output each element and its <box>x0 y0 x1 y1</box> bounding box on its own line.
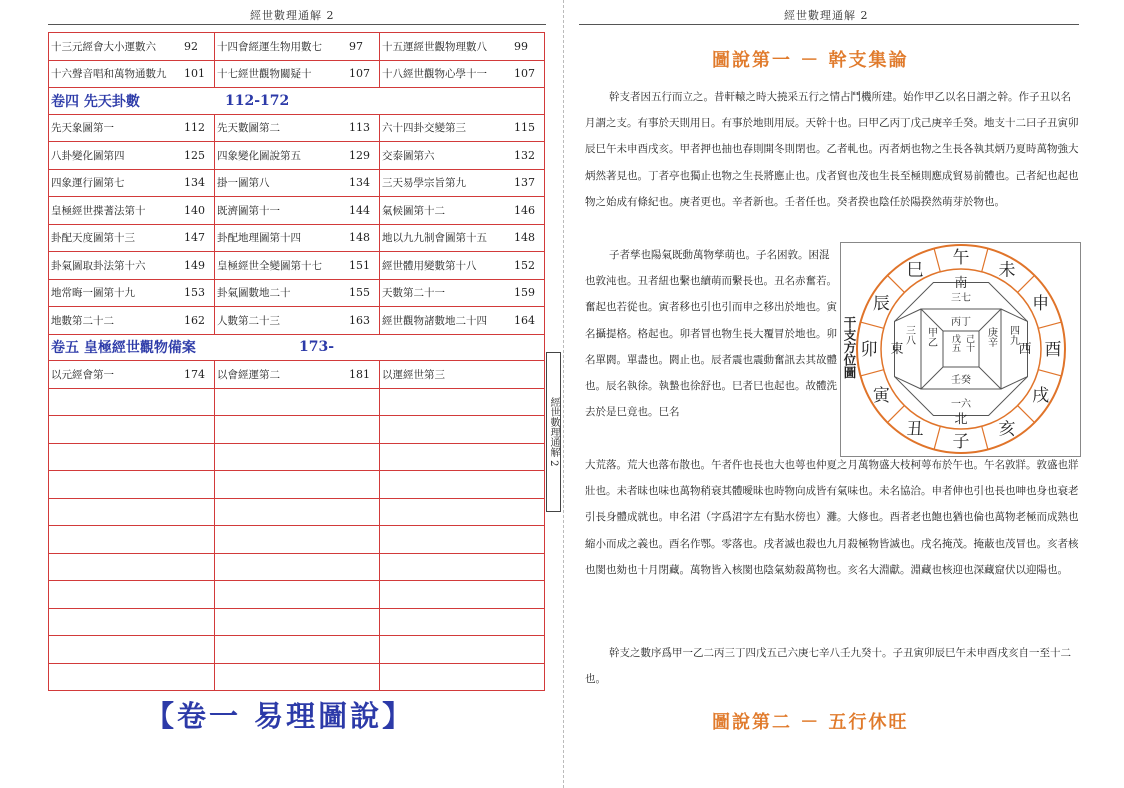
toc-empty-row <box>48 664 545 692</box>
center-text: 戊五 <box>950 334 960 352</box>
ring-separator <box>1038 370 1061 376</box>
toc-entry[interactable] <box>48 197 214 224</box>
inner-west-text: 庚辛 <box>985 327 997 347</box>
ring-separator <box>887 406 904 423</box>
toc-entry[interactable] <box>214 361 379 388</box>
toc-entry-title: 地常晦一圖第十九 <box>51 287 135 300</box>
toc-empty-cell <box>214 389 379 416</box>
toc-entry[interactable] <box>379 307 545 334</box>
branch-label: 丑 <box>906 419 924 440</box>
toc-entry-page: 107 <box>514 67 535 81</box>
toc-empty-cell <box>48 471 214 498</box>
toc-entry-page: 152 <box>514 258 535 272</box>
ganzhi-diagram <box>840 242 1081 457</box>
toc-entry[interactable] <box>379 61 545 88</box>
toc-entry-title: 八卦變化圖第四 <box>51 149 125 162</box>
toc-entry-title: 十七經世觀物關疑十 <box>217 68 312 81</box>
toc-empty-cell <box>214 471 379 498</box>
toc-top-rows <box>48 32 545 88</box>
toc-entry-title: 卦氣圖數地二十 <box>217 287 291 300</box>
toc-entry-page: 146 <box>514 203 535 217</box>
branch-label: 戌 <box>1032 386 1050 406</box>
diagonal-line <box>894 309 921 321</box>
toc-entry-page: 140 <box>184 203 205 217</box>
toc-entry[interactable] <box>379 115 545 142</box>
branch-label: 亥 <box>998 419 1016 440</box>
toc-empty-cell <box>214 444 379 471</box>
ring-separator <box>861 370 884 376</box>
page-divider <box>563 0 564 788</box>
toc-empty-cell <box>48 526 214 553</box>
ring-separator <box>934 426 940 449</box>
toc-entry-page: 132 <box>514 148 535 162</box>
toc-empty-cell <box>48 444 214 471</box>
toc-empty-cell <box>214 609 379 636</box>
toc-entry-title: 卦氣圖取卦法第十六 <box>51 259 146 272</box>
toc-entry-page: 137 <box>514 176 535 190</box>
toc-entry[interactable] <box>214 61 379 88</box>
toc-empty-row <box>48 471 545 499</box>
paragraph-1: 幹支者因五行而立之。昔軒轅之時大撓采五行之情占鬥機所建。始作甲乙以名日謂之幹。作子丑以名月謂之支。有事於天則用日。有事於地則用辰。天幹十也。曰甲乙丙丁戊己庚辛壬癸。地支十二曰子丑寅卯辰巳午未申酉戌亥。甲者押也抽也春則開冬則閉也。乙者軋也。丙者炳也物之生長各執其炳乃夏時萬物強大炳然著見也。丁者亭也獨止也物之生長將應止也。戊者貿也茂也生長至極則應成貿易前體也。己者紀也起也物之始成有條紀也。庚者更也。辛者新也。壬者任也。癸者揆也陰任於陽揆然萌芽於物也。 <box>585 91 1079 208</box>
diagonal-line <box>894 377 921 389</box>
toc-entry[interactable] <box>48 225 214 252</box>
toc-entry[interactable] <box>214 170 379 197</box>
toc-empty-row <box>48 499 545 527</box>
toc-empty-cell <box>379 444 545 471</box>
toc-entry-page: 174 <box>184 367 205 381</box>
toc-empty-cell <box>48 554 214 581</box>
toc-entry-page: 163 <box>349 313 370 327</box>
head-rule-right <box>579 24 1079 25</box>
toc-empty-cell <box>214 554 379 581</box>
side-tab: 經世數理通解 2 <box>546 352 561 512</box>
toc-entry-page: 112 <box>184 121 205 135</box>
diagonal-line <box>1001 377 1028 389</box>
toc-empty-cell <box>379 581 545 608</box>
branch-label: 寅 <box>872 386 890 406</box>
toc-entry-title: 三天易學宗旨第九 <box>382 177 466 190</box>
toc-entry-page: 148 <box>349 231 370 245</box>
toc-entry-title: 以會經運第二 <box>217 368 280 381</box>
toc-entry[interactable] <box>214 225 379 252</box>
toc-entry[interactable] <box>379 252 545 279</box>
toc-table <box>48 32 545 691</box>
toc-entry[interactable] <box>48 252 214 279</box>
toc-entry-page: 162 <box>184 313 205 327</box>
running-head-right: 經世數理通解 2 <box>784 9 869 22</box>
toc-row <box>48 61 545 89</box>
toc-entry[interactable] <box>379 280 545 307</box>
ring-separator <box>887 275 904 292</box>
toc-empty-cell <box>48 581 214 608</box>
toc-entry-title: 皇極經世揲蓍法第十 <box>51 204 146 217</box>
toc-empty-cell <box>48 499 214 526</box>
toc-entry-page: 155 <box>349 286 370 300</box>
ring-separator <box>934 249 940 272</box>
toc-empty-cell <box>48 636 214 663</box>
toc-entry[interactable] <box>379 361 545 388</box>
toc-entry[interactable] <box>214 252 379 279</box>
toc-entry-title: 十五運經世觀物理數八 <box>382 40 487 53</box>
toc-entry-page: 164 <box>514 313 535 327</box>
paragraph-3: 大荒落。荒大也落布散也。午者仵也長也大也萼也仲夏之月萬物盛大枝柯萼布於午也。午名敦牂。敦盛也牂壯也。未者昧也味也萬物稍衰其體曖昧也時物向成皆有氣味也。未名協洽。申者伸也引也長也呻也身也衰老引長身體成就也。申名涒（字爲涒字左有點水傍也）灘。大修也。酉者老也飽也猶也倫也萬物老極而成熟也縮小而成之義也。酉名作鄂。零落也。戌者滅也殺也九月殺極物皆滅也。戌名掩茂。掩蔽也茂冒也。亥者核也閡也劾也十月閉藏。萬物皆入核閡也陰氣劾殺萬物也。亥名大淵獻。淵藏也核迎也深藏窟伏以迎陽也。 <box>585 459 1079 576</box>
running-head-left: 經世數理通解 2 <box>250 9 335 22</box>
toc-row <box>48 170 545 198</box>
vol4-heading[interactable] <box>48 88 545 115</box>
branch-label: 未 <box>998 260 1016 281</box>
west-text: 西 <box>1018 342 1032 357</box>
mid-south-text: 三七 <box>951 293 971 304</box>
toc-entry-title: 四象運行圖第七 <box>51 177 125 190</box>
toc-entry-page: 151 <box>349 258 370 272</box>
center-text-2: 己十 <box>964 334 974 352</box>
toc-entry[interactable] <box>48 307 214 334</box>
mid-north-text: 一六 <box>951 399 971 410</box>
toc-entry-page: 97 <box>349 39 363 53</box>
toc-empty-cell <box>48 664 214 691</box>
toc-empty-row <box>48 526 545 554</box>
toc-row <box>48 280 545 308</box>
toc-row <box>48 225 545 253</box>
volume-title: 【卷一 易理圖說】 <box>145 699 415 733</box>
ring-separator <box>982 426 988 449</box>
toc-entry-page: 181 <box>349 367 370 381</box>
toc-empty-cell <box>379 636 545 663</box>
toc-empty-row <box>48 416 545 444</box>
vol5-label: 卷五 皇極經世觀物備案 <box>51 340 196 357</box>
toc-entry-title: 交泰圖第六 <box>382 149 435 162</box>
toc-entry[interactable] <box>214 307 379 334</box>
branch-label: 卯 <box>860 340 878 360</box>
ring-separator <box>1018 275 1035 292</box>
toc-entry-title: 十八經世觀物心學十一 <box>382 68 487 81</box>
toc-entry-title: 以運經世第三 <box>382 368 445 381</box>
toc-entry-page: 129 <box>349 148 370 162</box>
toc-entry[interactable] <box>379 225 545 252</box>
branch-label: 子 <box>952 432 970 452</box>
head-rule-left <box>48 24 546 25</box>
toc-entry-title: 卦配天度圖第十三 <box>51 232 135 245</box>
toc-entry-title: 經世體用變數第十八 <box>382 259 477 272</box>
inner-south-text: 丙丁 <box>951 317 971 328</box>
toc-entry-page: 99 <box>514 39 528 53</box>
toc-entry-page: 92 <box>184 39 198 53</box>
toc-entry[interactable] <box>214 142 379 169</box>
ganzhi-diagram-svg <box>841 243 1080 456</box>
south-text: 南 <box>954 276 968 291</box>
toc-row <box>48 32 545 61</box>
toc-entry-title: 天數第二十一 <box>382 287 445 300</box>
toc-empty-cell <box>214 499 379 526</box>
branch-label: 午 <box>952 248 970 268</box>
diagram-label: 干支方位圖 <box>842 316 857 379</box>
toc-entry-title: 以元經會第一 <box>51 368 114 381</box>
toc-entry-page: 147 <box>184 231 205 245</box>
toc-entry-title: 卦配地理圖第十四 <box>217 232 301 245</box>
toc-vol5-rows <box>48 361 545 389</box>
toc-empty-cell <box>379 609 545 636</box>
branch-label: 申 <box>1032 294 1050 314</box>
toc-empty-row <box>48 609 545 637</box>
toc-entry-title: 地以九九制會圖第十五 <box>382 232 487 245</box>
toc-empty-cell <box>379 389 545 416</box>
toc-empty-row <box>48 636 545 664</box>
toc-entry[interactable] <box>48 33 214 60</box>
toc-entry-page: 107 <box>349 67 370 81</box>
toc-entry[interactable] <box>214 115 379 142</box>
branch-label: 巳 <box>906 260 924 281</box>
mid-west-text: 四九 <box>1007 325 1019 345</box>
toc-empty-cell <box>379 416 545 443</box>
toc-empty-row <box>48 554 545 582</box>
toc-empty-cell <box>379 554 545 581</box>
branch-label: 酉 <box>1044 340 1062 360</box>
ring-separator <box>1038 322 1061 328</box>
toc-entry-title: 先天數圖第二 <box>217 122 280 135</box>
toc-entry[interactable] <box>379 197 545 224</box>
toc-empty-row <box>48 389 545 417</box>
toc-row <box>48 252 545 280</box>
inner-east-text: 甲乙 <box>925 327 937 347</box>
toc-entry-page: 144 <box>349 203 370 217</box>
toc-entry-title: 十三元經會大小運數六 <box>51 40 156 53</box>
section2-title: 圖說第二 － 五行休旺 <box>712 712 909 733</box>
toc-entry-page: 125 <box>184 148 205 162</box>
toc-entry[interactable] <box>48 280 214 307</box>
paragraph-4: 幹支之數序爲甲一乙二丙三丁四戊五己六庚七辛八壬九癸十。子丑寅卯辰巳午未申酉戌亥自一至十二也。 <box>585 647 1071 686</box>
toc-entry[interactable] <box>379 33 545 60</box>
toc-row <box>48 197 545 225</box>
toc-empty-cell <box>379 526 545 553</box>
toc-entry-page: 134 <box>349 176 370 190</box>
ring-separator <box>1018 406 1035 423</box>
toc-entry-title: 皇極經世全變圖第十七 <box>217 259 322 272</box>
toc-empty-cell <box>214 664 379 691</box>
toc-entry-page: 115 <box>514 121 535 135</box>
toc-empty-cell <box>379 664 545 691</box>
toc-entry-page: 153 <box>184 286 205 300</box>
toc-empty-row <box>48 581 545 609</box>
toc-row <box>48 115 545 143</box>
ring-separator <box>982 249 988 272</box>
toc-entry-title: 先天象圖第一 <box>51 122 114 135</box>
toc-empty-cell <box>214 526 379 553</box>
toc-entry[interactable] <box>48 61 214 88</box>
toc-empty-row <box>48 444 545 472</box>
toc-entry-page: 101 <box>184 67 205 81</box>
toc-entry-title: 十六聲音唱和萬物通數九 <box>51 68 167 81</box>
toc-entry[interactable] <box>214 197 379 224</box>
diagonal-line <box>1001 309 1028 321</box>
toc-row <box>48 361 545 389</box>
toc-entry-title: 地數第二十二 <box>51 314 114 327</box>
toc-entry-title: 經世觀物諸數地二十四 <box>382 314 487 327</box>
toc-empty-cell <box>48 389 214 416</box>
toc-empty-cell <box>48 416 214 443</box>
toc-entry-page: 149 <box>184 258 205 272</box>
toc-empty-cell <box>214 636 379 663</box>
toc-empty-cell <box>214 581 379 608</box>
toc-entry[interactable] <box>214 33 379 60</box>
toc-row <box>48 142 545 170</box>
toc-empty-cell <box>379 471 545 498</box>
north-text: 北 <box>954 412 968 427</box>
toc-vol4-rows <box>48 115 545 335</box>
toc-entry-title: 人數第二十三 <box>217 314 280 327</box>
vol4-pages: 112-172 <box>225 92 290 109</box>
vol5-pages: 173- <box>299 339 335 356</box>
toc-empty-cell <box>214 416 379 443</box>
toc-entry[interactable] <box>48 142 214 169</box>
mid-east-text: 三八 <box>903 325 915 345</box>
toc-entry-title: 六十四卦交變第三 <box>382 122 466 135</box>
toc-empty-rows <box>48 389 545 692</box>
branch-label: 辰 <box>872 294 890 314</box>
inner-diagonal <box>921 367 943 389</box>
paragraph-2: 子者孳也陽氣既動萬物孳萌也。子名困敦。困混也敦沌也。丑者紐也繫也續萌而繫長也。丑名赤奮若。奮起也若從也。寅者移也引也引而申之移出於地也。寅名攝提格。格起也。卯者冒也物生長大覆冒於地也。卯名單閼。單盡也。閼止也。辰者震也震動奮訊去其故體也。辰名執徐。執蟄也徐舒也。巳者巳也起也。故體洗去於是巳竟也。巳名 <box>585 249 837 419</box>
toc-entry-title: 十四會經運生物用數七 <box>217 40 322 53</box>
toc-entry[interactable] <box>379 142 545 169</box>
section1-title: 圖說第一 － 幹支集論 <box>712 50 909 71</box>
toc-entry-title: 四象變化圖說第五 <box>217 149 301 162</box>
toc-entry[interactable] <box>48 170 214 197</box>
inner-north-text: 壬癸 <box>951 375 971 386</box>
toc-row <box>48 307 545 335</box>
east-text: 東 <box>890 342 904 357</box>
toc-empty-cell <box>48 609 214 636</box>
toc-entry[interactable] <box>48 361 214 388</box>
toc-entry-title: 氣候圖第十二 <box>382 204 445 217</box>
toc-entry-page: 113 <box>349 121 370 135</box>
toc-entry[interactable] <box>48 115 214 142</box>
toc-entry-title: 掛一圖第八 <box>217 177 270 190</box>
ring-separator <box>861 322 884 328</box>
toc-entry-title: 既濟圖第十一 <box>217 204 280 217</box>
inner-diagonal <box>979 367 1001 389</box>
toc-entry[interactable] <box>214 280 379 307</box>
toc-empty-cell <box>379 499 545 526</box>
toc-entry-page: 134 <box>184 176 205 190</box>
toc-entry-page: 159 <box>514 286 535 300</box>
toc-entry-page: 148 <box>514 231 535 245</box>
toc-entry[interactable] <box>379 170 545 197</box>
vol4-label: 卷四 先天卦數 <box>51 93 140 110</box>
vol5-heading[interactable] <box>48 335 545 362</box>
